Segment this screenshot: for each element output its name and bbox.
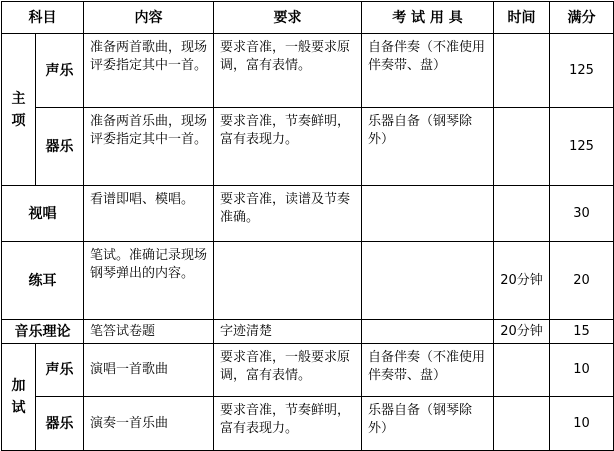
tools-cell <box>362 186 494 242</box>
header-row <box>2 2 614 34</box>
time-cell <box>494 108 550 186</box>
requirements-cell: 字迹清楚 <box>214 320 362 344</box>
score-cell: 20 <box>550 242 614 320</box>
subject-cell: 视唱 <box>2 186 84 242</box>
group-label-main <box>2 34 36 186</box>
content-cell: 准备两首乐曲，现场评委指定其中一首。 <box>84 108 214 186</box>
subject-cell: 器乐 <box>36 397 84 451</box>
content-cell: 准备两首歌曲，现场评委指定其中一首。 <box>84 34 214 108</box>
header-full-score: 满分 <box>550 2 614 34</box>
time-cell <box>494 34 550 108</box>
time-cell: 20分钟 <box>494 320 550 344</box>
tools-cell: 自备伴奏（不准使用伴奏带、盘） <box>362 344 494 397</box>
table-row <box>2 34 614 108</box>
score-cell: 125 <box>550 34 614 108</box>
table-row <box>2 242 614 320</box>
header-requirements: 要求 <box>214 2 362 34</box>
content-cell: 看谱即唱、模唱。 <box>84 186 214 242</box>
subject-cell: 声乐 <box>36 344 84 397</box>
tools-cell: 乐器自备（钢琴除外） <box>362 397 494 451</box>
requirements-cell: 要求音准，一般要求原调，富有表情。 <box>214 34 362 108</box>
subject-cell: 练耳 <box>2 242 84 320</box>
requirements-cell: 要求音准，读谱及节奏准确。 <box>214 186 362 242</box>
tools-cell: 乐器自备（钢琴除外） <box>362 108 494 186</box>
content-cell: 笔试。准确记录现场钢琴弹出的内容。 <box>84 242 214 320</box>
table-row <box>2 320 614 344</box>
requirements-cell: 要求音准，节奏鲜明，富有表现力。 <box>214 397 362 451</box>
time-cell: 20分钟 <box>494 242 550 320</box>
tools-cell <box>362 242 494 320</box>
table-row <box>2 397 614 451</box>
score-cell: 30 <box>550 186 614 242</box>
group-label-bonus <box>2 344 36 451</box>
content-cell: 笔答试卷题 <box>84 320 214 344</box>
subject-cell: 器乐 <box>36 108 84 186</box>
tools-cell: 自备伴奏（不准使用伴奏带、盘） <box>362 34 494 108</box>
tools-cell <box>362 320 494 344</box>
time-cell <box>494 397 550 451</box>
header-content: 内容 <box>84 2 214 34</box>
content-cell: 演奏一首乐曲 <box>84 397 214 451</box>
subject-cell: 声乐 <box>36 34 84 108</box>
header-subject: 科目 <box>2 2 84 34</box>
time-cell <box>494 344 550 397</box>
requirements-cell <box>214 242 362 320</box>
subject-cell: 音乐理论 <box>2 320 84 344</box>
time-cell <box>494 186 550 242</box>
header-time: 时间 <box>494 2 550 34</box>
requirements-cell: 要求音准，一般要求原调，富有表情。 <box>214 344 362 397</box>
score-cell: 10 <box>550 344 614 397</box>
group-label-main-text: 主项 <box>11 90 26 129</box>
score-cell: 15 <box>550 320 614 344</box>
exam-subjects-table <box>1 1 614 451</box>
requirements-cell: 要求音准，节奏鲜明，富有表现力。 <box>214 108 362 186</box>
group-label-bonus-text: 加试 <box>11 378 26 416</box>
table-row <box>2 186 614 242</box>
header-tools: 考 试 用 具 <box>362 2 494 34</box>
content-cell: 演唱一首歌曲 <box>84 344 214 397</box>
table-row <box>2 108 614 186</box>
score-cell: 10 <box>550 397 614 451</box>
score-cell: 125 <box>550 108 614 186</box>
table-row <box>2 344 614 397</box>
